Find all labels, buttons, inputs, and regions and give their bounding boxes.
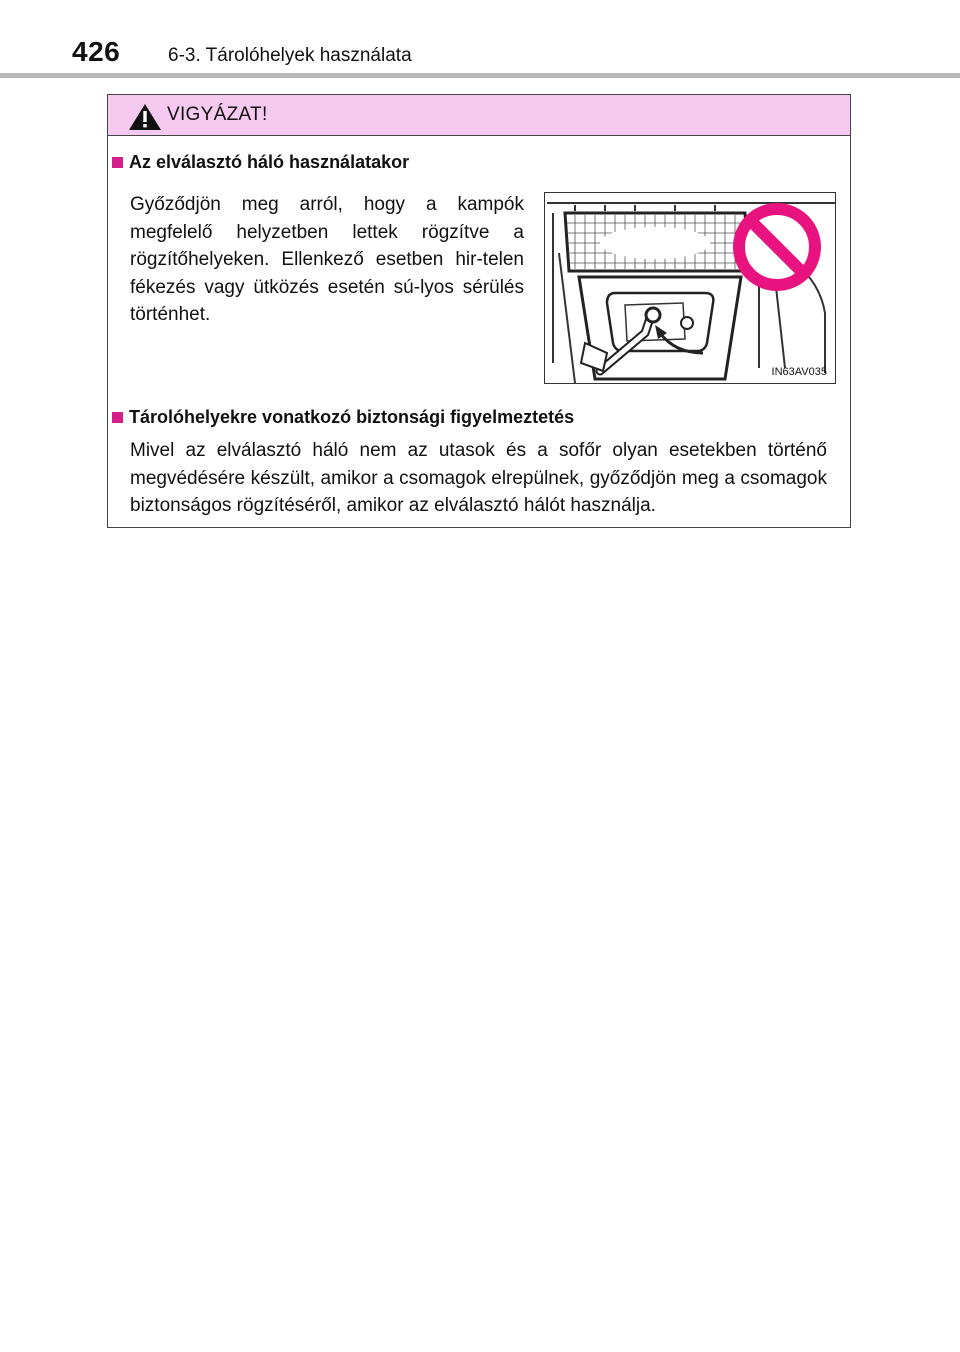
section-heading-storage-label: Tárolóhelyekre vonatkozó biztonsági figyelmeztetés bbox=[129, 407, 575, 427]
page-number: 426 bbox=[72, 36, 121, 67]
paragraph-net-warning: Győződjön meg arról, hogy a kampók megfelelő helyzetben lettek rögzítve a rögzítőhelyeken. Ellenkező esetben hir-telen fékezés vagy ütközés esetén sú-lyos sérülés történhet. bbox=[130, 194, 524, 325]
warning-title: VIGYÁZAT! bbox=[167, 104, 268, 125]
warning-box bbox=[107, 94, 851, 528]
bullet-square-icon bbox=[112, 412, 123, 423]
section-title: 6-3. Tárolóhelyek használata bbox=[168, 45, 412, 66]
header-divider bbox=[0, 73, 960, 78]
warning-triangle-icon bbox=[128, 103, 162, 131]
bullet-square-icon bbox=[112, 157, 123, 168]
page-header bbox=[0, 0, 960, 80]
illustration-code: IN63AV035 bbox=[771, 366, 827, 378]
warning-header bbox=[108, 95, 850, 136]
section-heading-net-label: Az elválasztó háló használatakor bbox=[129, 152, 410, 172]
paragraph-storage-warning: Mivel az elválasztó háló nem az utasok és a sofőr olyan esetekben történő megvédésére készült, amikor a csomagok elrepülnek, győződjön meg a csomagok biztonságos rögzítéséről, amikor az elválasztó hálót használja. bbox=[130, 440, 827, 516]
cargo-area-drawing bbox=[545, 193, 836, 384]
cargo-net-illustration bbox=[544, 192, 836, 384]
section-heading-storage bbox=[112, 407, 574, 428]
section-heading-net bbox=[112, 152, 409, 173]
